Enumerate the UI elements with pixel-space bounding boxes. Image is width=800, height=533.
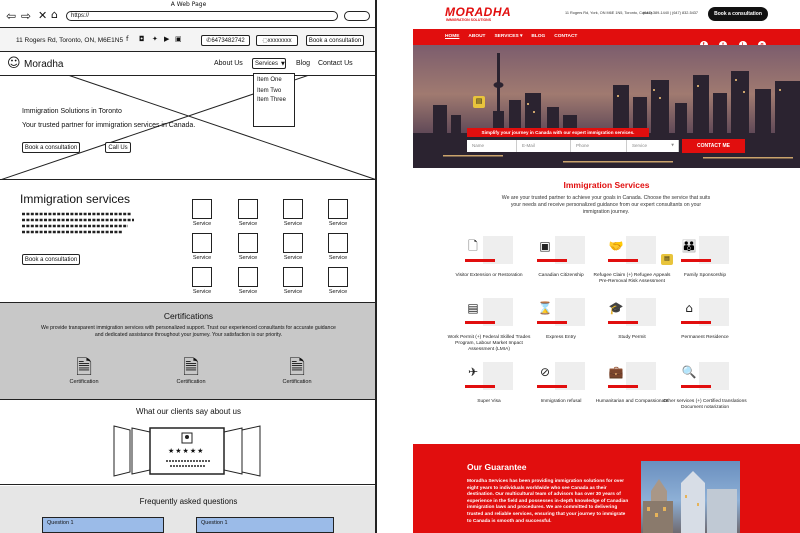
service-underline xyxy=(681,321,711,324)
wf-hero-call-button[interactable]: Call Us xyxy=(105,142,131,153)
site-phones: (647) 389-1440 | (647) 832-5437 xyxy=(643,11,699,15)
wf-nav-about[interactable]: About Us xyxy=(214,60,243,67)
wf-faq-question[interactable]: Question 1 xyxy=(42,517,164,533)
service-label: Refugee Claim (+) Refugee Appeals Pre-Removal Risk Assessment xyxy=(593,273,671,284)
service-image-placeholder xyxy=(192,199,212,219)
service-image-placeholder xyxy=(238,199,258,219)
service-underline xyxy=(537,321,567,324)
wf-service-label: Service xyxy=(238,255,258,261)
site-nav-item[interactable]: CONTACT xyxy=(554,34,578,39)
dropdown-item[interactable]: Item Three xyxy=(257,97,286,103)
service-label: Work Permit (+) Federal Skilled Trades Program, Labour Market Impact Assessment (LMIA) xyxy=(447,335,531,352)
site-nav-menu xyxy=(445,34,586,39)
passport-icon: ▣ xyxy=(539,239,551,253)
wf-service-card[interactable] xyxy=(277,233,309,261)
document-icon: 🗋 xyxy=(468,239,478,253)
service-label: Immigration refusal xyxy=(540,399,582,404)
wf-services-dropdown xyxy=(253,73,295,127)
wf-address: 11 Rogers Rd, Toronto, ON, M6E1N5 xyxy=(16,37,124,44)
wf-service-label: Service xyxy=(283,289,303,295)
service-image-placeholder xyxy=(283,267,303,287)
service-underline xyxy=(465,259,495,262)
linkedin-icon[interactable]: ▣ xyxy=(175,35,182,43)
wf-cert-item: 🗎 Certification xyxy=(176,355,206,385)
wf-nav-blog[interactable]: Blog xyxy=(296,60,311,67)
site-guarantee-section xyxy=(413,444,800,533)
wf-service-card[interactable] xyxy=(232,199,264,227)
wf-hero-book-button[interactable]: Book a consultation xyxy=(22,142,80,153)
wf-service-label: Service xyxy=(192,221,212,227)
wf-service-card[interactable] xyxy=(186,267,218,295)
service-underline xyxy=(608,259,638,262)
certificate-icon: 🗎 xyxy=(288,355,306,379)
dropdown-item[interactable]: Item One xyxy=(257,77,282,83)
wf-service-card[interactable] xyxy=(322,199,354,227)
wf-nav-contact[interactable]: Contact Us xyxy=(318,60,353,67)
service-label: Canadian Citizenship xyxy=(538,273,584,278)
chevron-down-icon: ▼ xyxy=(671,143,674,147)
wf-service-card[interactable] xyxy=(277,199,309,227)
name-field[interactable]: Name xyxy=(467,140,517,152)
service-label: Visitor Extension or Restoration xyxy=(455,273,523,278)
visa-icon: ✈ xyxy=(467,365,479,379)
wf-testimonials-heading: What our clients say about us xyxy=(136,407,241,416)
home-icon[interactable]: ⌂ xyxy=(51,8,58,21)
wf-services-heading: Immigration services xyxy=(20,192,131,206)
guarantee-text: Moradha Services has been providing immigration solutions for over eight years to individuals worldwide who see Canada as their destination. Our multicultural team of advisors has over 30 years of experience in the field and possesses in-depth knowledge of Canadian immigration laws and procedures. We are committed to delivering trusted and reliable services, ensuring that your journey to immigrate to Canada is smooth and successful. xyxy=(467,479,629,524)
close-icon[interactable]: ✕ xyxy=(38,9,48,22)
site-nav-item[interactable]: SERVICES ▾ xyxy=(494,34,523,39)
service-label: Other services (+) Certified translations Document notarization xyxy=(663,399,747,410)
service-label: Study Permit xyxy=(618,335,646,340)
phone-field[interactable]: Phone xyxy=(571,140,627,152)
service-underline xyxy=(681,259,711,262)
service-underline xyxy=(465,321,495,324)
service-underline xyxy=(608,385,638,388)
site-logo[interactable]: MORADHA xyxy=(445,5,512,19)
wf-service-label: Service xyxy=(192,289,212,295)
site-services-intro: We are your trusted partner to achieve your goals in Canada. Choose the service that suits your needs and receive personalized guidance from our expert consultants on your immigration journey. xyxy=(501,195,711,215)
contact-me-button[interactable]: CONTACT ME xyxy=(682,139,745,153)
id-card-icon: ▤ xyxy=(467,301,479,315)
service-label: Permanent Residence xyxy=(681,335,729,340)
guarantee-heading: Our Guarantee xyxy=(467,462,527,472)
wf-hero xyxy=(0,52,377,180)
briefcase-icon: 💼 xyxy=(608,365,624,379)
service-image-placeholder xyxy=(192,233,212,253)
service-image-placeholder xyxy=(238,267,258,287)
wf-service-label: Service xyxy=(238,221,258,227)
service-underline xyxy=(465,385,495,388)
wf-service-card[interactable] xyxy=(232,267,264,295)
graduation-icon: 🎓 xyxy=(608,301,624,315)
wf-service-card[interactable] xyxy=(322,233,354,261)
house-icon: ⌂ xyxy=(685,301,693,315)
wf-faq-heading: Frequently asked questions xyxy=(139,497,238,506)
refusal-icon: ⊘ xyxy=(539,365,551,379)
email-field[interactable]: E-Mail xyxy=(517,140,571,152)
facebook-icon[interactable]: f xyxy=(126,35,129,43)
wf-service-label: Service xyxy=(192,255,212,261)
wf-hero-title: Immigration Solutions in Toronto xyxy=(22,108,122,115)
chevron-down-icon: ▼ xyxy=(281,60,285,67)
site-services-heading: Immigration Services xyxy=(563,180,650,190)
handshake-icon: 🤝 xyxy=(608,239,624,253)
design-panel xyxy=(413,0,800,533)
site-header xyxy=(413,0,800,29)
wf-services-section xyxy=(0,181,377,303)
site-nav-item[interactable]: HOME xyxy=(445,34,460,39)
site-address: 11 Rogers Rd, York, ON M6E 1N5, Toronto, Canada xyxy=(565,11,653,15)
rating-stars-icon: ★★★★★ xyxy=(168,447,205,455)
wf-nav-services[interactable]: Services ▼ xyxy=(252,58,286,69)
wf-phone-button[interactable]: ✆ 6473482742 xyxy=(201,35,250,46)
service-underline xyxy=(537,259,567,262)
wf-topbar xyxy=(0,28,377,52)
wf-service-card[interactable] xyxy=(277,267,309,295)
service-underline xyxy=(608,321,638,324)
certificate-icon: 🗎 xyxy=(75,355,93,379)
site-book-button[interactable]: Book a consultation xyxy=(708,7,768,21)
search-box[interactable] xyxy=(344,11,370,21)
service-underline xyxy=(537,385,567,388)
service-label: Super Visa xyxy=(477,399,501,404)
wf-faq-question[interactable]: Question 1 xyxy=(196,517,334,533)
service-image-placeholder xyxy=(328,233,348,253)
wf-service-label: Service xyxy=(283,255,303,261)
wf-cert-heading: Certifications xyxy=(163,311,214,321)
chat-bubble-icon[interactable]: ▤ xyxy=(661,254,673,265)
wf-faq-section xyxy=(0,486,377,533)
service-select[interactable]: Service ▼ xyxy=(627,140,679,152)
wf-service-card[interactable] xyxy=(322,267,354,295)
site-nav-item[interactable]: ABOUT xyxy=(468,34,486,39)
wf-services-book-button[interactable]: Book a consultation xyxy=(22,254,80,265)
family-icon: 👪 xyxy=(681,239,697,253)
smiley-logo-icon: ☺ xyxy=(7,56,21,71)
service-image-placeholder xyxy=(328,267,348,287)
wf-service-label: Service xyxy=(328,255,348,261)
wf-service-label: Service xyxy=(328,289,348,295)
wf-hero-subtitle: Your trusted partner for immigration services in Canada. xyxy=(22,122,196,129)
wf-logo[interactable]: Moradha xyxy=(24,59,64,70)
service-image-placeholder xyxy=(283,199,303,219)
service-label: Family Sponsorship xyxy=(683,273,727,278)
chat-bubble-icon[interactable]: ▤ xyxy=(473,96,485,108)
wf-service-label: Service xyxy=(238,289,258,295)
phone-icon: ✆ xyxy=(206,37,212,44)
wf-whatsapp-button[interactable]: ◌ xxxxxxxx xyxy=(256,35,298,46)
service-image-placeholder xyxy=(328,199,348,219)
site-navbar xyxy=(413,29,800,45)
site-services-section xyxy=(413,168,800,443)
twitter-icon[interactable]: ✦ xyxy=(152,35,158,43)
building-image xyxy=(641,461,740,533)
wf-cert-item: 🗎 Certification xyxy=(282,355,312,385)
wf-service-card[interactable] xyxy=(232,233,264,261)
service-label: Humanitarian and Compassionate xyxy=(595,399,669,404)
wf-testimonials-section xyxy=(0,401,377,485)
hero-tagline: Simplify your journey in Canada with our expert immigration services. xyxy=(467,128,649,137)
wf-book-button[interactable]: Book a consultation xyxy=(306,35,364,46)
forward-icon[interactable]: ⇨ xyxy=(21,9,32,23)
dropdown-item[interactable]: Item Two xyxy=(257,88,282,94)
scribble-text xyxy=(20,211,140,237)
wf-service-label: Service xyxy=(328,221,348,227)
wf-service-label: Service xyxy=(283,221,303,227)
window-title: A Web Page xyxy=(170,1,207,8)
magnifier-icon: 🔍 xyxy=(681,365,697,379)
certificate-icon: 🗎 xyxy=(182,355,200,379)
instagram-icon[interactable]: ◘ xyxy=(139,35,145,43)
service-underline xyxy=(681,385,711,388)
service-label: Express Entry xyxy=(546,335,576,340)
service-image-placeholder xyxy=(238,233,258,253)
url-bar[interactable]: https:// xyxy=(66,11,338,21)
wireframe-panel xyxy=(0,0,377,533)
scribble-text xyxy=(164,458,214,468)
wf-certifications-section xyxy=(0,303,377,400)
wf-cert-item: 🗎 Certification xyxy=(69,355,99,385)
wf-service-card[interactable] xyxy=(186,233,218,261)
building-photo xyxy=(641,461,740,533)
youtube-icon[interactable]: ▶ xyxy=(164,35,170,43)
site-nav-item[interactable]: BLOG xyxy=(531,34,546,39)
wf-service-card[interactable] xyxy=(186,199,218,227)
service-image-placeholder xyxy=(192,267,212,287)
hourglass-icon: ⌛ xyxy=(537,301,553,315)
wf-cert-text: We provide transparent immigration services with personalized support. Trust our experienced consultants for accurate guidance and dedicated assistance throughout your journey. Your satisfaction is our priority. xyxy=(41,325,336,338)
site-logo-sub: IMMIGRATION SOLUTIONS xyxy=(446,18,492,22)
wf-navbar xyxy=(0,52,377,76)
back-icon[interactable]: ⇦ xyxy=(6,9,17,23)
whatsapp-icon: ◌ xyxy=(262,37,268,44)
browser-chrome xyxy=(0,0,377,28)
service-image-placeholder xyxy=(283,233,303,253)
